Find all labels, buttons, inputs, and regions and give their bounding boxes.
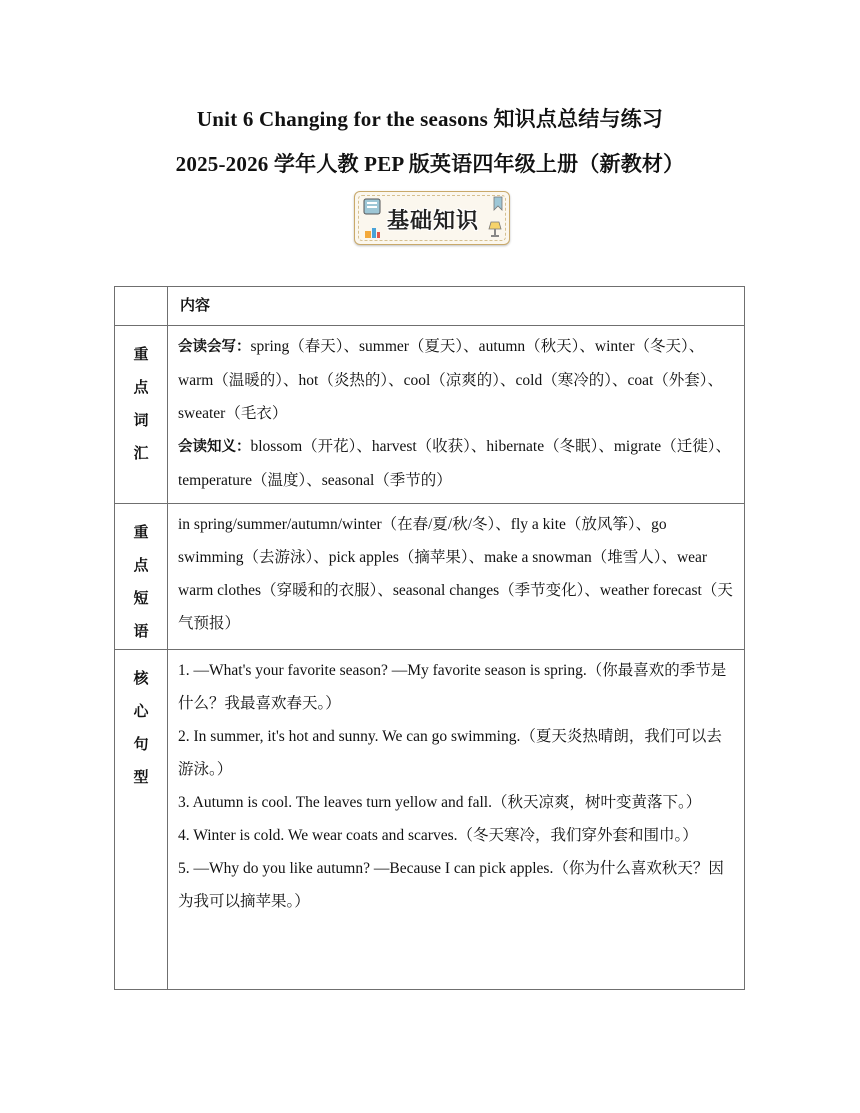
category-char: 句 (133, 735, 149, 753)
read-know-paragraph (178, 430, 735, 497)
read-know-words: blossom（开花）、harvest（收获）、hibernate（冬眠）、migrate（迁徙）、temperature（温度）、seasonal（季节的） (178, 438, 731, 489)
section-banner (354, 191, 510, 245)
category-char: 词 (133, 411, 149, 429)
document-subtitle: 2025-2026 学年人教 PEP 版英语四年级上册（新教材） (175, 152, 685, 176)
read-write-paragraph (178, 330, 735, 430)
table-row (115, 504, 745, 650)
category-char: 心 (133, 702, 149, 720)
sentences-content (168, 650, 745, 990)
category-char: 重 (133, 523, 149, 541)
sentence-item: 2. In summer, it's hot and sunny. We can go swimming.（夏天炎热晴朗，我们可以去游泳。） (178, 728, 722, 778)
phrases-paragraph: in spring/summer/autumn/winter（在春/夏/秋/冬）、fly a kite（放风筝）、go swimming（去游泳）、pick apples（摘苹果）、make a snowman（堆雪人）、wear warm clothes（穿暖和的衣服）、seasonal changes（季节变化）、weather forecast（天气预报） (178, 516, 733, 632)
category-char: 短 (133, 589, 149, 607)
vocabulary-content (168, 326, 745, 504)
bookmark-icon (492, 196, 504, 212)
sentence-item: 1. —What's your favorite season? —My favorite season is spring.（你最喜欢的季节是什么？我最喜欢春天。） (178, 662, 727, 712)
table-row (115, 326, 745, 504)
notebook-icon (361, 196, 383, 218)
category-char: 型 (133, 768, 149, 786)
sentence-item: 4. Winter is cold. We wear coats and scarves.（冬天寒冷，我们穿外套和围巾。） (178, 827, 698, 844)
category-cell-sentences (115, 650, 168, 990)
read-write-words: spring（春天）、summer（夏天）、autumn（秋天）、winter（冬天）、warm（温暖的）、hot（炎热的）、cool（凉爽的）、cold（寒冷的）、coat（外套）、sweater（毛衣） (178, 338, 724, 422)
category-char: 点 (133, 378, 149, 396)
phrases-content (168, 504, 745, 650)
header-content-label: 内容 (168, 287, 745, 326)
read-know-lead: 会读知义： (178, 439, 251, 455)
category-char: 语 (133, 622, 149, 640)
header-empty-cell (115, 287, 168, 326)
table-row (115, 650, 745, 990)
category-char: 汇 (133, 444, 149, 462)
banner-label: 基础知识 (387, 209, 480, 234)
document-title: Unit 6 Changing for the seasons 知识点总结与练习 (196, 107, 664, 131)
category-cell-vocabulary (115, 326, 168, 504)
category-char: 核 (133, 669, 149, 687)
read-write-lead: 会读会写： (178, 339, 251, 355)
table-header-row (115, 287, 745, 326)
category-char: 点 (133, 556, 149, 574)
pencil-icon (363, 222, 383, 240)
sentence-item: 3. Autumn is cool. The leaves turn yellow and fall.（秋天凉爽，树叶变黄落下。） (178, 794, 702, 811)
category-char: 重 (133, 345, 149, 363)
lamp-icon (487, 220, 503, 238)
knowledge-table (114, 286, 745, 990)
sentence-item: 5. —Why do you like autumn? —Because I can pick apples.（你为什么喜欢秋天？因为我可以摘苹果。） (178, 860, 724, 910)
category-cell-phrases (115, 504, 168, 650)
